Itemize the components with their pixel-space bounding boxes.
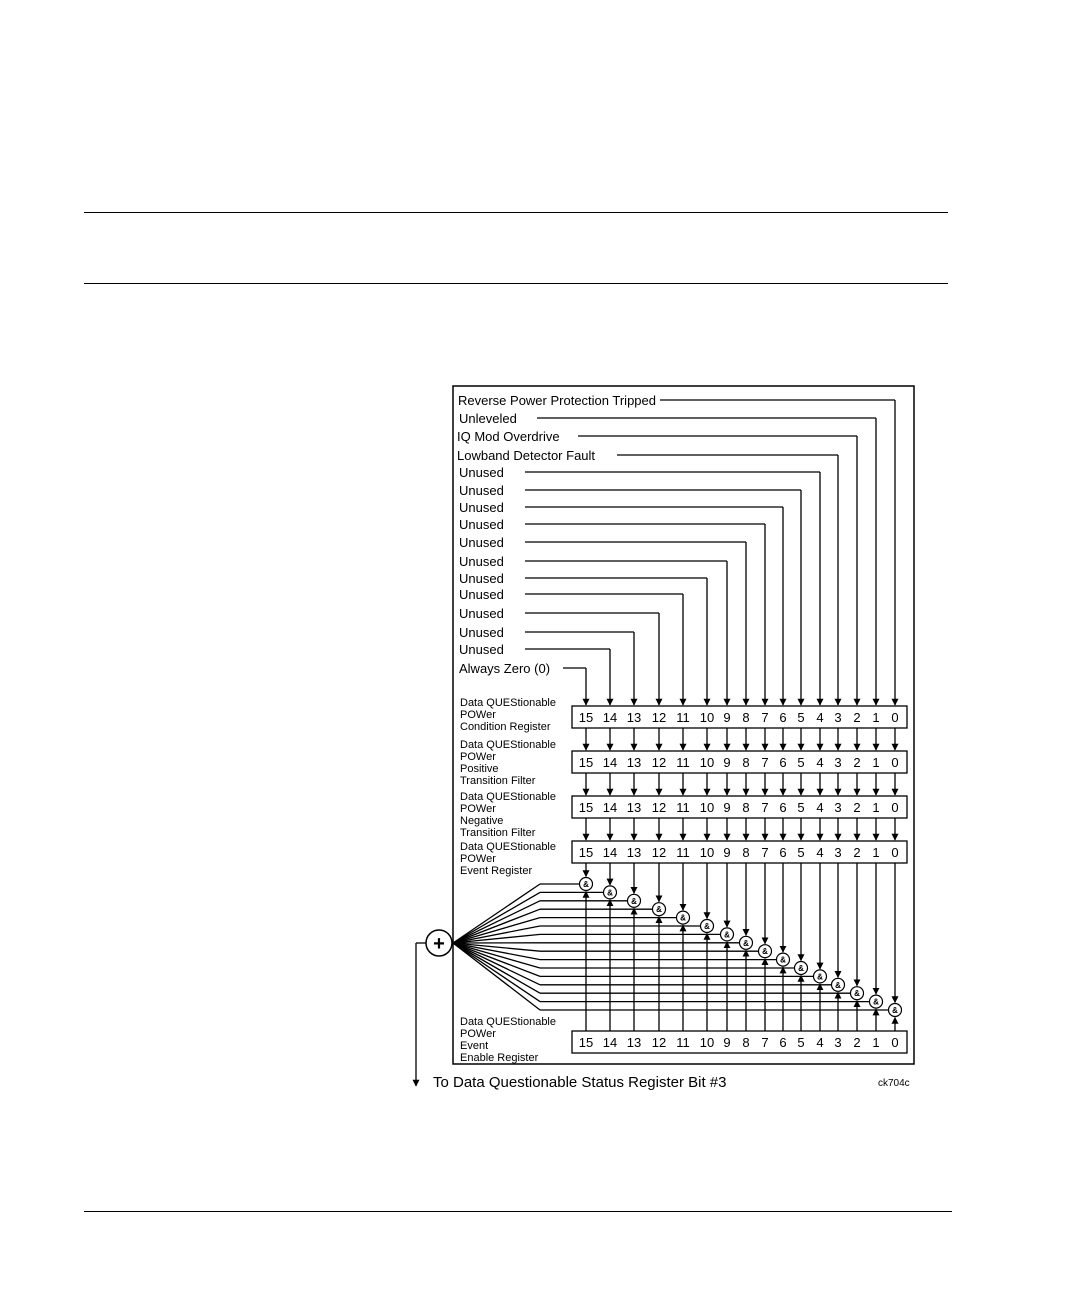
register-condition-bit-0: 0 <box>891 710 899 725</box>
register-label-negative-filter-line-1: Data QUEStionable <box>460 791 556 803</box>
register-condition-bit-14: 14 <box>602 710 618 725</box>
register-label-negative-filter-line-3: Negative <box>460 815 504 827</box>
register-label-condition-line-1: Data QUEStionable <box>460 697 556 709</box>
register-negative-filter-bit-14: 14 <box>602 800 618 815</box>
register-enable-bit-3: 3 <box>834 1035 842 1050</box>
register-positive-filter-bit-10: 10 <box>699 755 715 770</box>
register-label-condition-line-3: Condition Register <box>460 721 551 733</box>
and-gate-symbol-bit-13: & <box>631 896 637 906</box>
register-event-bit-3: 3 <box>834 845 842 860</box>
register-condition-bit-12: 12 <box>651 710 667 725</box>
register-event-bit-0: 0 <box>891 845 899 860</box>
register-event-bit-13: 13 <box>626 845 642 860</box>
register-event-bit-12: 12 <box>651 845 667 860</box>
register-event-bit-4: 4 <box>816 845 824 860</box>
register-negative-filter-bit-11: 11 <box>676 800 690 815</box>
register-positive-filter-bit-15: 15 <box>578 755 594 770</box>
register-label-positive-filter-line-1: Data QUEStionable <box>460 739 556 751</box>
condition-label-bit-7: Unused <box>459 517 504 532</box>
and-gate-symbol-bit-4: & <box>817 972 823 982</box>
register-event-bit-7: 7 <box>761 845 769 860</box>
register-enable-bit-10: 10 <box>699 1035 715 1050</box>
register-condition-bit-5: 5 <box>797 710 805 725</box>
register-positive-filter-bit-7: 7 <box>761 755 769 770</box>
register-positive-filter-bit-3: 3 <box>834 755 842 770</box>
register-label-event-line-1: Data QUEStionable <box>460 841 556 853</box>
and-gate-symbol-bit-11: & <box>680 913 686 923</box>
register-enable-bit-11: 11 <box>676 1035 690 1050</box>
condition-label-bit-14: Unused <box>459 642 504 657</box>
register-label-event-line-2: POWer <box>460 853 496 865</box>
condition-label-bit-8: Unused <box>459 535 504 550</box>
register-event-bit-15: 15 <box>578 845 594 860</box>
and-gate-symbol-bit-14: & <box>607 888 613 898</box>
register-positive-filter-bit-9: 9 <box>723 755 731 770</box>
register-enable-bit-7: 7 <box>761 1035 769 1050</box>
register-label-positive-filter-line-2: POWer <box>460 751 496 763</box>
condition-label-bit-5: Unused <box>459 483 504 498</box>
condition-label-bit-15: Always Zero (0) <box>459 661 551 676</box>
register-condition-bit-2: 2 <box>853 710 861 725</box>
register-enable-bit-8: 8 <box>742 1035 750 1050</box>
register-negative-filter-bit-15: 15 <box>578 800 594 815</box>
register-negative-filter-bit-4: 4 <box>816 800 824 815</box>
register-negative-filter-bit-6: 6 <box>779 800 787 815</box>
register-event-bit-5: 5 <box>797 845 805 860</box>
register-negative-filter-bit-0: 0 <box>891 800 899 815</box>
register-positive-filter-bit-14: 14 <box>602 755 618 770</box>
register-event-bit-14: 14 <box>602 845 618 860</box>
register-label-enable-line-4: Enable Register <box>460 1052 539 1064</box>
register-enable-bit-2: 2 <box>853 1035 861 1050</box>
and-gate-symbol-bit-10: & <box>704 922 710 931</box>
condition-label-bit-3: Lowband Detector Fault <box>457 448 596 463</box>
and-gate-symbol-bit-7: & <box>762 947 768 957</box>
and-output-to-summary-bit-0 <box>453 943 540 1010</box>
register-condition-bit-7: 7 <box>761 710 769 725</box>
register-positive-filter-bit-6: 6 <box>779 755 787 770</box>
and-gate-symbol-bit-3: & <box>835 980 841 990</box>
register-event-bit-6: 6 <box>779 845 787 860</box>
register-negative-filter-bit-5: 5 <box>797 800 805 815</box>
and-gate-symbol-bit-5: & <box>798 964 804 973</box>
register-enable-bit-1: 1 <box>872 1035 880 1050</box>
and-gate-symbol-bit-12: & <box>656 905 662 915</box>
register-label-negative-filter-line-2: POWer <box>460 803 496 815</box>
register-condition-bit-15: 15 <box>578 710 594 725</box>
register-label-positive-filter-line-4: Transition Filter <box>460 775 536 787</box>
register-condition-bit-1: 1 <box>872 710 880 725</box>
register-condition-bit-9: 9 <box>723 710 731 725</box>
register-enable-bit-13: 13 <box>626 1035 642 1050</box>
register-enable-bit-0: 0 <box>891 1035 899 1050</box>
register-condition-bit-13: 13 <box>626 710 642 725</box>
register-enable-bit-15: 15 <box>578 1035 594 1050</box>
register-event-bit-8: 8 <box>742 845 750 860</box>
condition-label-bit-13: Unused <box>459 625 504 640</box>
register-positive-filter-bit-5: 5 <box>797 755 805 770</box>
figure-id: ck704c <box>878 1078 910 1089</box>
condition-label-bit-4: Unused <box>459 465 504 480</box>
condition-label-bit-11: Unused <box>459 587 504 602</box>
register-label-positive-filter-line-3: Positive <box>460 763 499 775</box>
register-positive-filter-bit-4: 4 <box>816 755 824 770</box>
register-event-bit-2: 2 <box>853 845 861 860</box>
register-label-condition-line-2: POWer <box>460 709 496 721</box>
register-negative-filter-bit-1: 1 <box>872 800 880 815</box>
register-event-bit-1: 1 <box>872 845 880 860</box>
register-positive-filter-bit-11: 11 <box>676 755 690 770</box>
and-gate-symbol-bit-1: & <box>873 997 879 1007</box>
condition-label-bit-2: IQ Mod Overdrive <box>457 429 560 444</box>
register-enable-bit-12: 12 <box>651 1035 667 1050</box>
and-output-to-summary-bit-4 <box>453 943 540 976</box>
register-negative-filter-bit-2: 2 <box>853 800 861 815</box>
register-event-bit-10: 10 <box>699 845 715 860</box>
condition-label-bit-9: Unused <box>459 554 504 569</box>
register-enable-bit-5: 5 <box>797 1035 805 1050</box>
register-enable-bit-9: 9 <box>723 1035 731 1050</box>
and-gate-symbol-bit-9: & <box>724 930 730 940</box>
register-label-negative-filter-line-4: Transition Filter <box>460 827 536 839</box>
and-gate-symbol-bit-2: & <box>854 989 860 999</box>
register-negative-filter-bit-8: 8 <box>742 800 750 815</box>
and-gate-symbol-bit-8: & <box>743 938 749 948</box>
register-positive-filter-bit-2: 2 <box>853 755 861 770</box>
summary-node <box>416 930 452 1086</box>
condition-label-bit-0: Reverse Power Protection Tripped <box>458 393 656 408</box>
condition-label-bit-1: Unleveled <box>459 411 517 426</box>
and-gate-symbol-bit-0: & <box>892 1006 898 1015</box>
register-condition-bit-11: 11 <box>676 710 690 725</box>
register-negative-filter-bit-12: 12 <box>651 800 667 815</box>
register-enable-bit-14: 14 <box>602 1035 618 1050</box>
register-label-enable-line-1: Data QUEStionable <box>460 1016 556 1028</box>
condition-label-bit-10: Unused <box>459 571 504 586</box>
register-positive-filter-bit-8: 8 <box>742 755 750 770</box>
register-event-bit-11: 11 <box>676 845 690 860</box>
and-gates <box>453 863 902 1031</box>
register-enable-bit-6: 6 <box>779 1035 787 1050</box>
register-negative-filter-bit-9: 9 <box>723 800 731 815</box>
register-negative-filter-bit-7: 7 <box>761 800 769 815</box>
output-destination-label: To Data Questionable Status Register Bit #3 <box>433 1074 727 1091</box>
register-condition-bit-8: 8 <box>742 710 750 725</box>
register-positive-filter-bit-13: 13 <box>626 755 642 770</box>
register-condition-bit-4: 4 <box>816 710 824 725</box>
register-negative-filter-bit-13: 13 <box>626 800 642 815</box>
register-label-event-line-3: Event Register <box>460 865 533 877</box>
register-positive-filter-bit-0: 0 <box>891 755 899 770</box>
register-negative-filter-bit-10: 10 <box>699 800 715 815</box>
register-negative-filter-bit-3: 3 <box>834 800 842 815</box>
condition-lines <box>457 393 895 705</box>
register-condition-bit-10: 10 <box>699 710 715 725</box>
register-label-enable-line-2: POWer <box>460 1028 496 1040</box>
condition-label-bit-12: Unused <box>459 606 504 621</box>
register-positive-filter-bit-1: 1 <box>872 755 880 770</box>
condition-label-bit-6: Unused <box>459 500 504 515</box>
register-enable-bit-4: 4 <box>816 1035 824 1050</box>
register-event-bit-9: 9 <box>723 845 731 860</box>
register-positive-filter-bit-12: 12 <box>651 755 667 770</box>
summary-or-symbol: + <box>433 933 445 955</box>
and-gate-symbol-bit-15: & <box>583 880 589 889</box>
register-label-enable-line-3: Event <box>460 1040 489 1052</box>
register-condition-bit-3: 3 <box>834 710 842 725</box>
and-gate-symbol-bit-6: & <box>780 955 786 965</box>
register-condition-bit-6: 6 <box>779 710 787 725</box>
